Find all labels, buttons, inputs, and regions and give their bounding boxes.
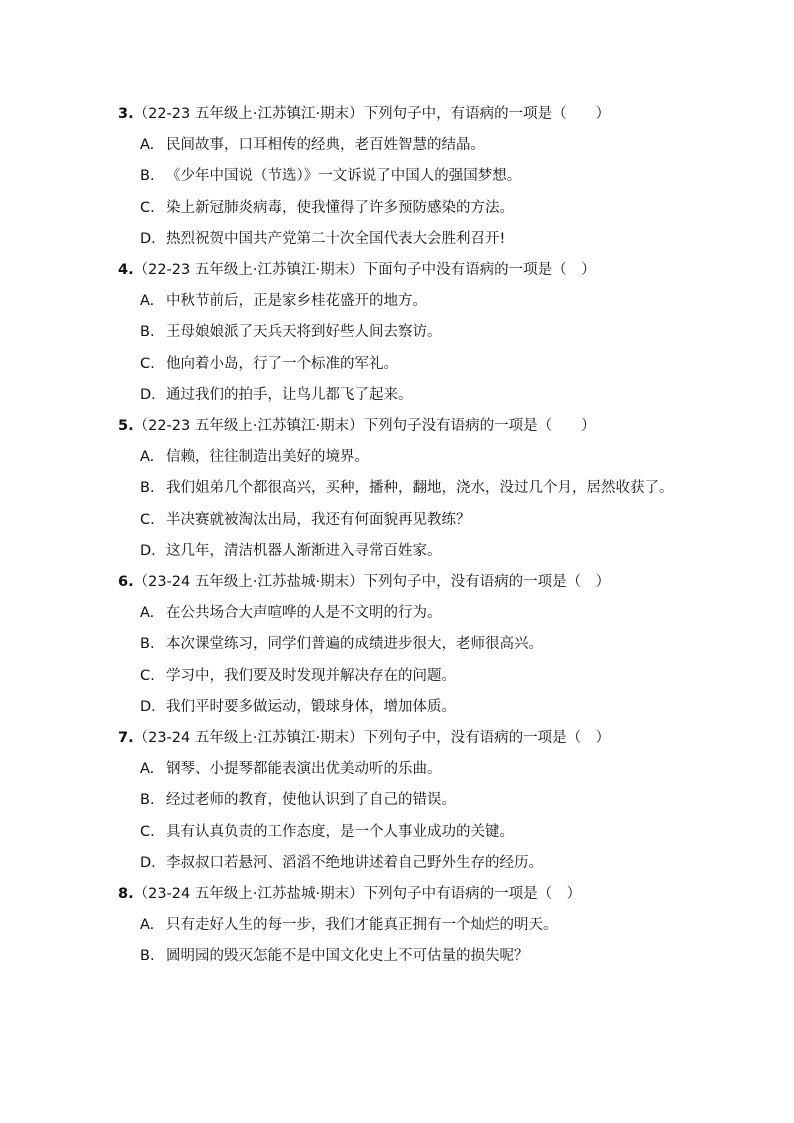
question-number: 5. [118,418,134,434]
option-c [118,193,684,224]
option-d [118,380,684,411]
option-d [118,848,684,879]
option-text: 民间故事，口耳相传的经典，老百姓智慧的结晶。 [166,137,485,154]
option-b [118,941,684,972]
option-c [118,505,684,536]
option-text: 我们姐弟几个都很高兴，买种，播种，翻地，浇水，没过几个月，居然收获了。 [166,480,674,497]
option-letter: C. [140,511,155,528]
option-letter: A. [140,917,155,934]
question-text: （22-23 五年级上·江苏镇江·期末）下列句子没有语病的一项是（ ） [133,418,596,434]
option-text: 中秋节前后，正是家乡桂花盛开的地方。 [166,293,427,310]
option-letter: D. [140,230,156,247]
question-stem [118,99,684,130]
question-stem [118,567,684,598]
option-b [118,473,684,504]
question-stem [118,411,684,442]
option-b [118,161,684,192]
option-text: 热烈祝贺中国共产党第二十次全国代表大会胜利召开! [166,230,506,247]
option-letter: A. [140,605,155,622]
option-text: 学习中，我们要及时发现并解决存在的问题。 [166,667,456,684]
option-letter: B. [140,480,155,497]
option-c [118,817,684,848]
question-number: 8. [118,886,134,902]
option-letter: C. [140,199,155,216]
option-text: 我们平时要多做运动，锻球身体，增加体质。 [166,698,456,715]
option-text: 他向着小岛，行了一个标准的军礼。 [166,355,398,372]
option-text: 本次课堂练习，同学们普遍的成绩进步很大，老师很高兴。 [166,636,543,653]
question-8 [118,879,684,973]
option-letter: C. [140,823,155,840]
option-text: 经过老师的教育，使他认识到了自己的错误。 [166,792,456,809]
question-number: 3. [118,106,134,122]
question-3 [118,99,684,255]
option-text: 李叔叔口若悬河、滔滔不绝地讲述着自己野外生存的经历。 [166,854,543,871]
option-text: 染上新冠肺炎病毒，使我懂得了许多预防感染的方法。 [166,199,514,216]
question-number: 4. [118,262,134,278]
option-letter: D. [140,854,156,871]
option-letter: B. [140,168,155,185]
option-letter: B. [140,948,155,965]
option-letter: C. [140,355,155,372]
option-letter: A. [140,293,155,310]
option-letter: D. [140,542,156,559]
question-stem [118,255,684,286]
question-text: （23-24 五年级上·江苏盐城·期末）下列句子中有语病的一项是（ ） [133,886,582,902]
option-d [118,692,684,723]
option-letter: B. [140,792,155,809]
option-a [118,598,684,629]
question-text: （22-23 五年级上·江苏镇江·期末）下列句子中，有语病的一项是（ ） [133,106,611,122]
option-d [118,224,684,255]
question-stem [118,879,684,910]
question-number: 6. [118,574,134,590]
option-c [118,349,684,380]
option-letter: D. [140,386,156,403]
option-a [118,286,684,317]
option-text: 具有认真负责的工作态度，是一个人事业成功的关键。 [166,823,514,840]
option-b [118,317,684,348]
question-6 [118,567,684,723]
option-letter: C. [140,667,155,684]
question-7 [118,723,684,879]
question-list [118,99,684,973]
question-stem [118,723,684,754]
question-number: 7. [118,730,134,746]
question-text: （23-24 五年级上·江苏盐城·期末）下列句子中，没有语病的一项是（ ） [133,574,611,590]
option-c [118,661,684,692]
option-letter: A. [140,449,155,466]
option-text: 钢琴、小提琴都能表演出优美动听的乐曲。 [166,761,442,778]
option-letter: A. [140,137,155,154]
option-text: 通过我们的拍手，让鸟儿都飞了起来。 [166,386,413,403]
option-letter: D. [140,698,156,715]
option-a [118,754,684,785]
option-letter: A. [140,761,155,778]
option-text: 《少年中国说（节选）》一文诉说了中国人的强国梦想。 [166,168,522,185]
option-a [118,130,684,161]
question-text: （23-24 五年级上·江苏镇江·期末）下列句子中，没有语病的一项是（ ） [133,730,611,746]
option-text: 半决赛就被淘汰出局，我还有何面貌再见教练？ [166,511,471,528]
question-5 [118,411,684,567]
option-text: 圆明园的毁灭怎能不是中国文化史上不可估量的损失呢？ [166,948,529,965]
option-text: 信赖，往往制造出美好的境界。 [166,449,369,466]
option-text: 在公共场合大声喧哗的人是不文明的行为。 [166,605,442,622]
option-text: 只有走好人生的每一步，我们才能真正拥有一个灿烂的明天。 [166,917,558,934]
option-text: 这几年，清洁机器人渐渐进入寻常百姓家。 [166,542,442,559]
option-d [118,536,684,567]
option-b [118,785,684,816]
question-4 [118,255,684,411]
option-a [118,442,684,473]
option-letter: B. [140,324,155,341]
option-a [118,910,684,941]
option-text: 王母娘娘派了天兵天将到好些人间去察访。 [166,324,442,341]
option-b [118,629,684,660]
option-letter: B. [140,636,155,653]
question-text: （22-23 五年级上·江苏镇江·期末）下面句子中没有语病的一项是（ ） [133,262,596,278]
